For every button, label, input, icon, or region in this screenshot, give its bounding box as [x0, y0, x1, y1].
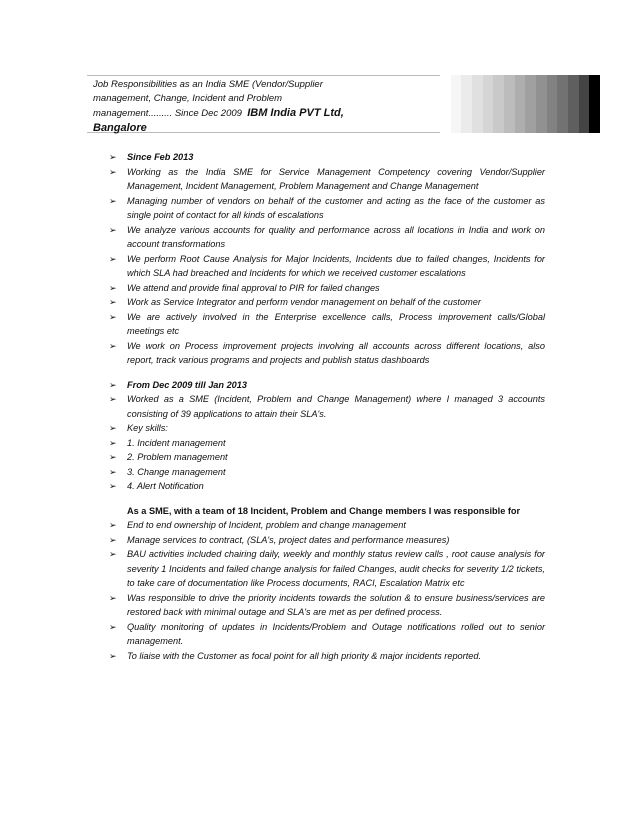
list-item-text: Was responsible to drive the priority incidents towards the solution & to ensure business/services are restored back with minimal outage and SLA's are met as per defined process. — [127, 592, 545, 617]
arrow-bullet-icon: ➢ — [109, 466, 117, 477]
header-company: IBM India PVT Ltd, — [247, 107, 344, 119]
list-item-text: We attend and provide final approval to PIR for failed changes — [127, 282, 380, 293]
list-item — [109, 223, 545, 252]
gradient-bar — [536, 75, 547, 133]
gradient-bar — [515, 75, 526, 133]
list-item-text: We are actively involved in the Enterprise excellence calls, Process improvement calls/Global meetings etc — [127, 311, 545, 336]
list-item-text: Key skills: — [127, 423, 168, 433]
list-item — [109, 620, 545, 649]
gradient-bar — [451, 75, 462, 133]
arrow-bullet-icon: ➢ — [109, 423, 117, 433]
arrow-bullet-icon: ➢ — [109, 534, 117, 545]
gradient-bar — [525, 75, 536, 133]
list-item — [109, 436, 545, 451]
list-item-text: Quality monitoring of updates in Incidents/Problem and Outage notifications rolled out to senior management. — [127, 621, 545, 646]
list-item — [109, 591, 545, 620]
gradient-bar — [493, 75, 504, 133]
list-item-text: We analyze various accounts for quality and performance across all locations in India and work on account transformations — [127, 224, 545, 249]
list-item-text: Working as the India SME for Service Management Competency covering Vendor/Supplier Management, Incident Management, Problem Management and Change Management — [127, 166, 545, 191]
list-item — [109, 310, 545, 339]
list-item — [109, 533, 545, 548]
arrow-bullet-icon: ➢ — [109, 311, 117, 322]
arrow-bullet-icon: ➢ — [109, 340, 117, 351]
list-item-text: From Dec 2009 till Jan 2013 — [127, 379, 248, 390]
arrow-bullet-icon: ➢ — [109, 549, 117, 559]
arrow-bullet-icon: ➢ — [109, 621, 117, 632]
list-item — [109, 392, 545, 421]
list-item — [109, 295, 545, 310]
list-item-text: End to end ownership of Incident, problem and change management — [127, 520, 406, 530]
arrow-bullet-icon: ➢ — [109, 520, 117, 530]
section-previous-role — [109, 378, 545, 494]
gradient-bar — [589, 75, 600, 133]
gradient-bar — [579, 75, 590, 133]
list-item-text: We perform Root Cause Analysis for Major Incidents, Incidents due to failed changes, Incidents for which SLA had breached and Incidents for which we received customer escalations — [127, 253, 545, 278]
gradient-bar — [547, 75, 558, 133]
list-item — [109, 479, 545, 494]
arrow-bullet-icon: ➢ — [109, 282, 117, 293]
list-item — [109, 252, 545, 281]
arrow-bullet-icon: ➢ — [109, 452, 117, 462]
document-body — [109, 150, 545, 663]
header-since: management......... Since Dec 2009 — [93, 108, 242, 119]
header-line-1: Job Responsibilities as an India SME (Vendor/Supplier — [93, 79, 323, 90]
list-item — [109, 150, 545, 165]
list-item-text: 1. Incident management — [127, 437, 226, 448]
list-item — [109, 518, 545, 533]
arrow-bullet-icon: ➢ — [109, 224, 117, 235]
list-item — [109, 421, 545, 436]
list-item — [109, 547, 545, 591]
banner-gradient-bars — [440, 75, 600, 133]
list-item — [109, 165, 545, 194]
arrow-bullet-icon: ➢ — [109, 379, 117, 390]
list-item-text: To liaise with the Customer as focal point for all high priority & major incidents reported. — [127, 650, 482, 661]
gradient-bar — [472, 75, 483, 133]
list-item-text: Managing number of vendors on behalf of the customer and acting as the face of the customer as single point of contact for all kinds of escalations — [127, 195, 545, 220]
gradient-bar — [557, 75, 568, 133]
arrow-bullet-icon: ➢ — [109, 152, 117, 162]
team-paragraph: As a SME, with a team of 18 Incident, Problem and Change members I was responsible for — [127, 505, 521, 516]
list-item-text: BAU activities included chairing daily, weekly and monthly status review calls , root cause analysis for severity 1 Incidents and failed change analysis for failed Changes, audit checks for severity 1/2 tickets, to take care of documentation like Process documents, RACI, Escalation Matrix etc — [127, 549, 545, 588]
list-item — [109, 339, 545, 368]
list-item — [109, 649, 545, 664]
list-item — [109, 450, 545, 465]
section-current-role — [109, 150, 545, 368]
arrow-bullet-icon: ➢ — [109, 195, 117, 206]
list-item-text: We work on Process improvement projects involving all accounts across different locations, also report, track various programs and projects and publish status dashboards — [127, 340, 545, 365]
list-item — [109, 281, 545, 296]
header-city: Bangalore — [93, 122, 147, 134]
gradient-bar — [504, 75, 515, 133]
gradient-bar — [483, 75, 494, 133]
list-item-text: Work as Service Integrator and perform vendor management on behalf of the customer — [127, 297, 481, 307]
list-item — [109, 378, 545, 393]
list-item-text: Manage services to contract, (SLA's, project dates and performance measures) — [127, 534, 450, 545]
section-responsibilities — [109, 518, 545, 663]
gradient-bar — [461, 75, 472, 133]
list-item-text: 2. Problem management — [127, 452, 228, 462]
arrow-bullet-icon: ➢ — [109, 297, 117, 307]
gradient-bar — [568, 75, 579, 133]
list-item — [109, 194, 545, 223]
list-item-text: Worked as a SME (Incident, Problem and Change Management) where I managed 3 accounts consisting of 39 applications to attain their SLA's. — [127, 394, 545, 419]
list-item-text: 3. Change management — [127, 466, 226, 477]
arrow-bullet-icon: ➢ — [109, 394, 117, 404]
arrow-bullet-icon: ➢ — [109, 650, 117, 661]
list-item-text: Since Feb 2013 — [127, 152, 194, 162]
header-title — [93, 78, 393, 135]
gradient-bar — [440, 75, 451, 133]
header-line-3 — [93, 106, 393, 121]
list-item — [109, 465, 545, 480]
header-line-2: management, Change, Incident and Problem — [93, 93, 283, 104]
list-item-text: 4. Alert Notification — [127, 481, 204, 491]
arrow-bullet-icon: ➢ — [109, 166, 117, 177]
arrow-bullet-icon: ➢ — [109, 253, 117, 264]
arrow-bullet-icon: ➢ — [109, 437, 117, 448]
arrow-bullet-icon: ➢ — [109, 481, 117, 491]
arrow-bullet-icon: ➢ — [109, 592, 117, 603]
